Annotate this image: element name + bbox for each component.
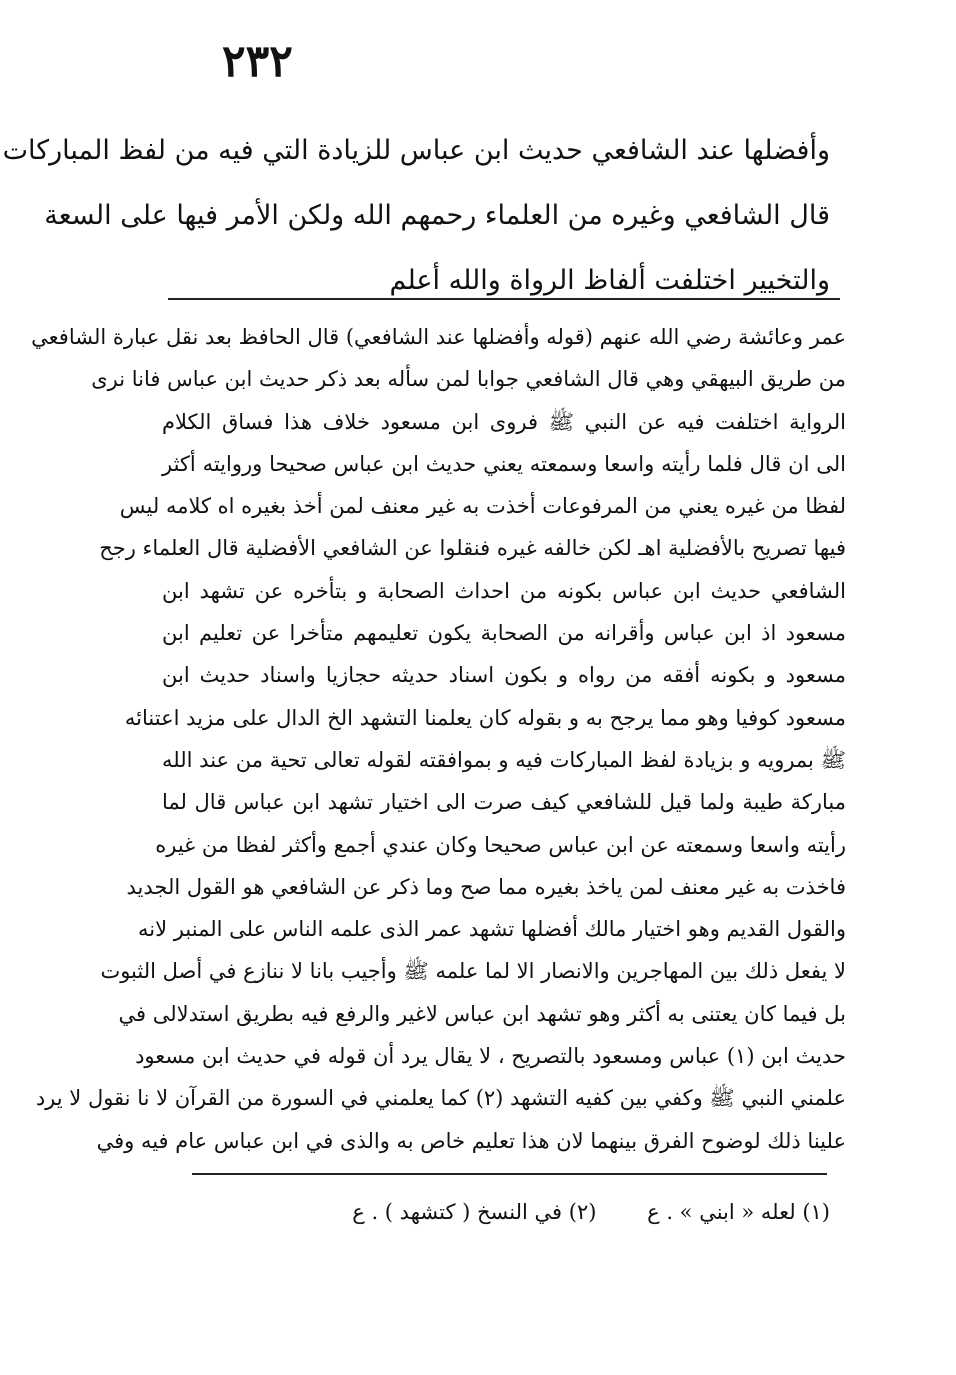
footnotes bbox=[290, 1192, 830, 1232]
commentary-line: فيها تصريح بالأفضلية اهـ لكن خالفه غيره فنقلوا عن الشافعي الأفضلية قال العلماء رجح bbox=[99, 536, 846, 561]
commentary-line: رأيته واسعا وسمعته عن ابن عباس صحيحا وكان عندي أجمع وأكثر لفظا من غيره bbox=[155, 832, 846, 857]
separator-rule bbox=[192, 1173, 827, 1175]
commentary-line: فاخذت به غير معنف لمن ياخذ بغيره مما صح وما ذكر عن الشافعي هو القول الجديد bbox=[126, 874, 846, 899]
commentary-line: لا يفعل ذلك بين المهاجرين والانصار الا لما علمه ﷺ وأجيب بانا لا ننازع في أصل الثبوت bbox=[100, 959, 846, 984]
page-number: ٢٣٢ bbox=[222, 36, 293, 87]
commentary-line: ﷺ بمرويه و بزيادة لفظ المباركات فيه و بموافقته لقوله تعالى تحية من عند الله bbox=[162, 747, 846, 772]
footnote: (١) لعله « ابني » . ع bbox=[647, 1200, 830, 1224]
commentary-line: مسعود كوفيا وهو مما يرجح به و بقوله كان يعلمنا التشهد الخ الدال على مزيد اعتنائه bbox=[124, 705, 846, 730]
commentary-line: الشافعي حديث ابن عباس بكونه من احداث الصحابة و بتأخره عن تشهد ابن bbox=[162, 578, 846, 603]
main-text bbox=[2, 118, 830, 313]
commentary-line: والقول القديم وهو اختيار مالك أفضلها تشهد عمر الذى علمه الناس على المنبر لانه bbox=[138, 917, 846, 942]
commentary-line: مسعود و بكونه أفقه من رواه و بكون اسناد حديثه حجازيا واسناد حديث ابن bbox=[162, 663, 846, 688]
commentary-line: الى ان قال فلما رأيته واسعا وسمعته يعني حديث ابن عباس صحيحا وروايته أكثر bbox=[162, 451, 846, 476]
commentary-line: حديث ابن (١) عباس ومسعود بالتصريح ، لا يقال يرد أن قوله في حديث ابن مسعود bbox=[135, 1044, 846, 1069]
main-text-line: وأفضلها عند الشافعي حديث ابن عباس للزيادة التي فيه من لفظ المباركات bbox=[2, 135, 830, 166]
commentary-line: الرواية اختلفت فيه عن النبي ﷺ فروى ابن مسعود خلاف هذا فساق الكلام bbox=[162, 409, 846, 434]
commentary-line: علينا ذلك لوضوح الفرق بينهما لان هذا تعليم خاص به والذى في ابن عباس عام فيه وفي bbox=[96, 1128, 846, 1153]
main-text-line: قال الشافعي وغيره من العلماء رحمهم الله ولكن الأمر فيها على السعة bbox=[44, 200, 830, 231]
footnote: (٢) في النسخ ( كتشهد ) . ع bbox=[352, 1200, 597, 1224]
commentary-line: بل فيما كان يعتنى به أكثر وهو تشهد ابن عباس لاغير والرفع فيه بطريق استدلالى في bbox=[118, 1001, 846, 1026]
commentary-line: من طريق البيهقي وهي قال الشافعي جوابا لمن سأله بعد ذكر حديث ابن عباس فانا نرى bbox=[91, 367, 846, 392]
commentary-line: عمر وعائشة رضي الله عنهم (قوله وأفضلها عند الشافعي) قال الحافظ بعد نقل عبارة الشافعي bbox=[31, 325, 846, 349]
commentary-line: علمني النبي ﷺ وكفي بين كفيه التشهد (٢) كما يعلمني في السورة من القرآن لا نا نقول لا يرد bbox=[35, 1086, 846, 1111]
separator-rule bbox=[168, 298, 840, 300]
main-text-line: والتخيير اختلفت ألفاظ الرواة والله أعلم bbox=[389, 265, 830, 296]
commentary-line: مباركة طيبة ولما قيل للشافعي كيف صرت الى اختيار تشهد ابن عباس قال لما bbox=[162, 790, 846, 815]
commentary bbox=[31, 316, 846, 1162]
commentary-line: لفظا من غيره يعني من المرفوعات أخذت به غير معنف لمن أخذ بغيره اه كلامه ليس bbox=[119, 494, 846, 519]
commentary-line: مسعود اذ ابن عباس وأقرانه من الصحابة يكون تعليمهم متأخرا عن تعليم ابن bbox=[162, 621, 846, 646]
